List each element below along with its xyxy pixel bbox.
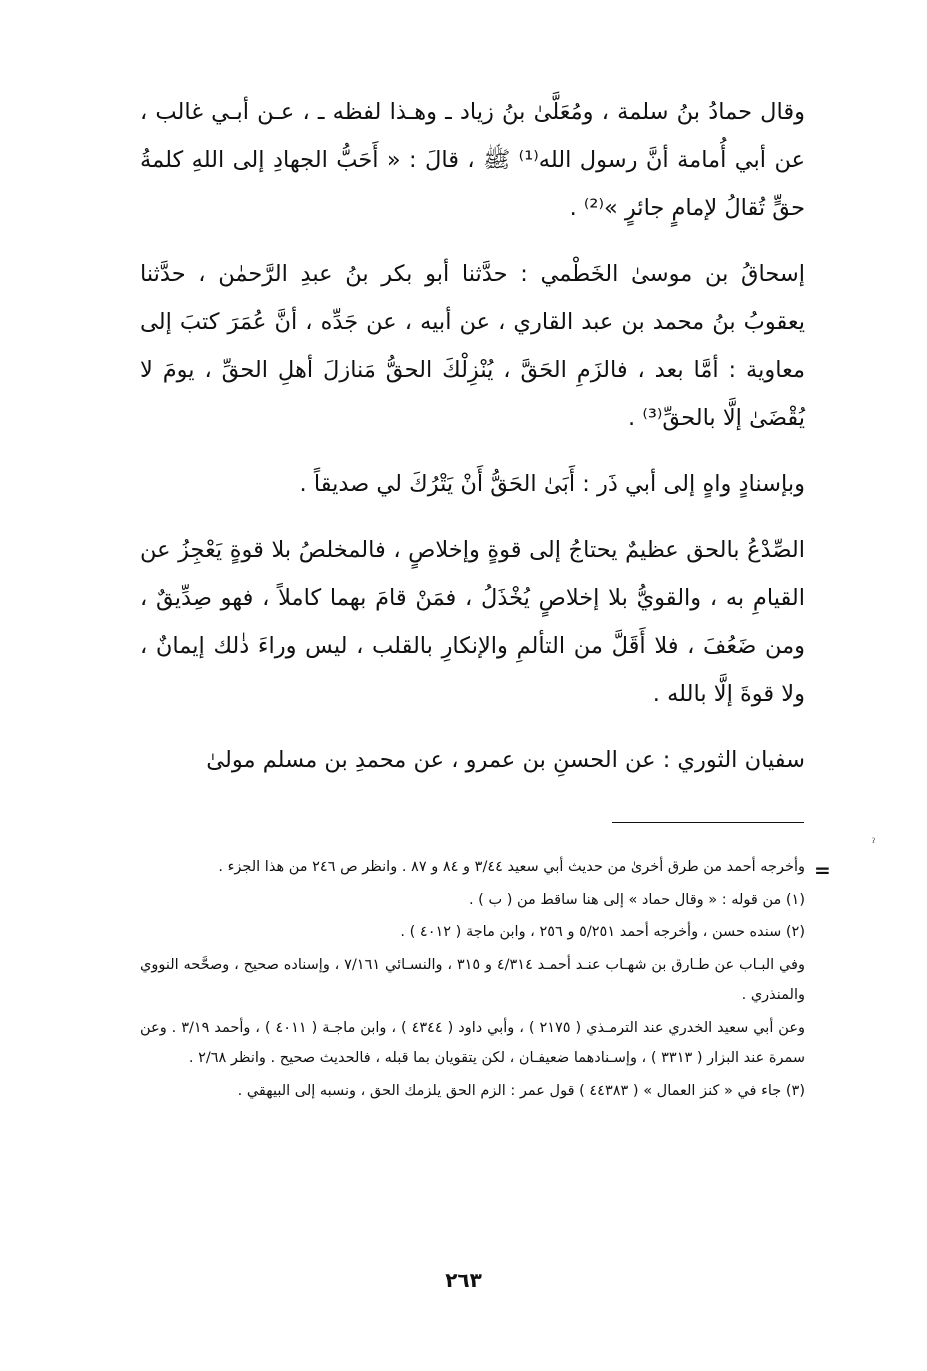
footnote-separator [612,822,804,823]
paragraph-ishaq: إسحاقُ بن موسىٰ الخَطْمي : حدَّثنا أبو بكر بنُ عبدِ الرَّحمٰن ، حدَّثنا يعقوبُ بنُ محمد بن عبد القاري ، عن أبيه ، عن جَدِّه ، أنَّ عُمَرَ كتبَ إلى معاوية : أمَّا بعد ، فالزَمِ الحَقَّ ، يُنْزِلْكَ الحقُّ مَنازلَ أهلِ الحقِّ ، يومَ لا يُقْضَىٰ إلَّا بالحقِّ⁽³⁾ . [140,261,805,431]
footnote-2: (٢) سنده حسن ، وأخرجه أحمد ٥/٢٥١ و ٢٥٦ ، وابن ماجة ( ٤٠١٢ ) . [400,924,805,940]
paragraph-commentary: الصِّدْعُ بالحق عظيمٌ يحتاجُ إلى قوةٍ وإخلاصٍ ، فالمخلصُ بلا قوةٍ يَعْجِزُ عن القيامِ به ، والقويُّ بلا إخلاصٍ يُخْذَلُ ، فمَنْ قامَ بهما كاملاً ، فهو صِدِّيقٌ ، ومن ضَعُفَ ، فلا أَقَلَّ من التألمِ والإنكارِ بالقلب ، ليس وراءَ ذٰلك إيمانٌ ، ولا قوةَ إلَّا بالله . [140,537,805,707]
footnote-1: (١) من قوله : « وقال حماد » إلى هنا ساقط من ( ب ) . [468,891,805,908]
footnotes [140,852,805,1108]
footnote-continuation-mark: = [814,858,831,882]
footnote-2-abu-said: وعن أبي سعيد الخدري عند الترمـذي ( ٢١٧٥ ) ، وأبي داود ( ٤٣٤٤ ) ، وابن ماجـة ( ٤٠١١ ) ، وأحمد ٣/١٩ . وعن سمرة عند البزار ( ٣٣١٣ ) ، وإسـنادهما ضعيفـان ، لكن يتقويان بما قبله ، فالحديث صحيح . وانظر ٢/٦٨ . [140,1019,805,1066]
footnote-3: (٣) جاء في « كنز العمال » ( ٤٤٣٨٣ ) قول عمر : الزم الحق يلزمك الحق ، ونسبه إلى البيهقي . [237,1082,805,1099]
footnote-continuation: وأخرجه أحمد من طرق أخرىٰ من حديث أبي سعيد ٣/٤٤ و ٨٤ و ٨٧ . وانظر ص ٢٤٦ من هذا الجزء . [218,859,805,875]
paragraph-hammad: وقال حمادُ بنُ سلمة ، ومُعَلَّىٰ بنُ زياد ـ وهـذا لفظه ـ ، عـن أبـي غالب ، عن أبي أُمامة أنَّ رسول الله⁽¹⁾ ﷺ ، قالَ : « أَحَبُّ الجهادِ إلى اللهِ كلمةُ حقٍّ تُقالُ لإمامٍ جائرٍ »⁽²⁾ . [140,99,805,221]
paragraph-abu-dharr: وبإسنادٍ واهٍ إلى أبي ذَر : أَبَىٰ الحَقُّ أَنْ يَتْرُكَ لي صديقاً . [299,471,805,497]
footnote-2-tariq: وفي البـاب عن طـارق بن شهـاب عنـد أحمـد ٤/٣١٤ و ٣١٥ ، والنسـائي ٧/١٦١ ، وإسناده صحيح ، وصحَّحه النووي والمنذري . [140,956,805,1003]
main-text [140,88,805,802]
stray-mark: ˀ [872,836,876,850]
page-number: ٢٦٣ [445,1268,482,1292]
paragraph-sufyan: سفيان الثوري : عن الحسنِ بن عمرو ، عن محمدِ بن مسلم مولىٰ [206,747,805,773]
